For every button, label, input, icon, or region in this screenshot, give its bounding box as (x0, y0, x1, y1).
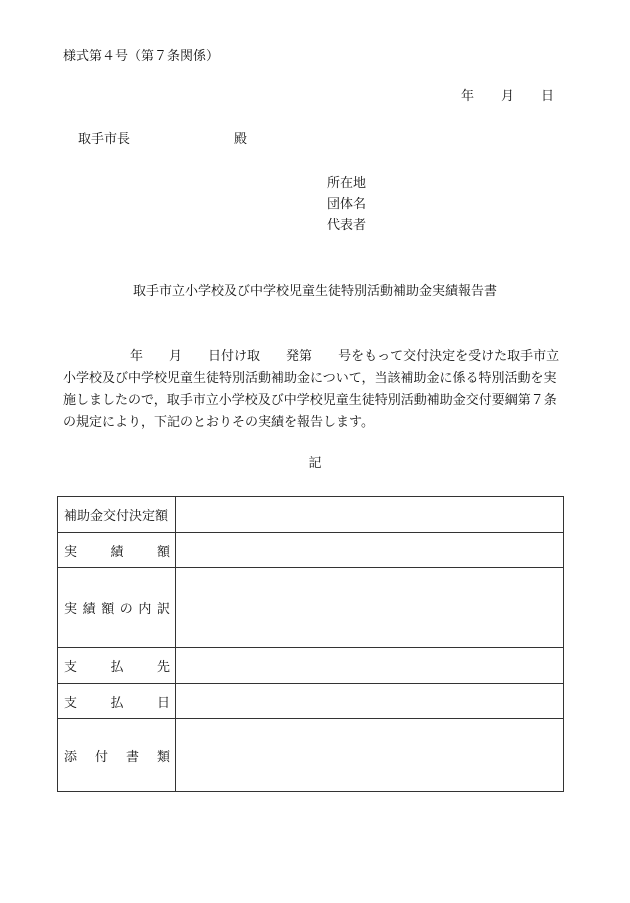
label-text (64, 746, 170, 765)
row-payee-label (58, 648, 176, 684)
label-char: 先 (156, 660, 170, 675)
row-payment-date-label (58, 684, 176, 719)
label-char: 額 (156, 544, 170, 560)
label-char: 払 (110, 660, 124, 675)
body-month: 月 (169, 349, 183, 364)
row-actual-amount-label (58, 533, 176, 568)
addressee-honorific: 殿 (234, 132, 248, 147)
label-char: 実 (64, 544, 78, 560)
label-text (64, 656, 170, 675)
applicant-address-label: 所在地 (327, 176, 367, 191)
label-char: 支 (64, 695, 78, 711)
label-char: 実 (64, 602, 78, 617)
label-text (64, 692, 170, 711)
label-char: 額 (101, 602, 115, 617)
body-line-4: の規定により，下記のとおりその実績を報告します。 (63, 415, 374, 430)
label-text (64, 541, 170, 560)
row-payment-date (58, 684, 564, 719)
row-payment-date-value[interactable] (176, 684, 564, 719)
record-table (57, 496, 564, 792)
row-decision-amount (58, 497, 564, 533)
addressee-name: 取手市長 (78, 132, 131, 147)
label-text (64, 598, 170, 617)
date-line (461, 90, 554, 103)
row-actual-breakdown-value[interactable] (176, 568, 564, 648)
label-char: 績 (110, 544, 124, 560)
body-line-1 (63, 346, 583, 368)
body-text (63, 346, 583, 434)
row-actual-breakdown-label (58, 568, 176, 648)
body-line-1-rest: 号をもって交付決定を受けた取手市立 (338, 349, 560, 364)
label-text (64, 505, 169, 524)
body-line-2: 小学校及び中学校児童生徒特別活動補助金について，当該補助金に係る特別活動を実 (63, 371, 557, 386)
document-title: 取手市立小学校及び中学校児童生徒特別活動補助金実績報告書 (132, 284, 497, 299)
row-attachments (58, 719, 564, 792)
label-char: 類 (156, 749, 170, 765)
label-char: 書 (125, 749, 139, 765)
row-payee (58, 648, 564, 684)
body-line-3: 施しましたので，取手市立小学校及び中学校児童生徒特別活動補助金交付要綱第７条 (63, 393, 557, 408)
row-attachments-label (58, 719, 176, 792)
row-attachments-value[interactable] (176, 719, 564, 792)
label-char: 払 (110, 695, 124, 711)
addressee (78, 133, 247, 146)
label-char: 績 (82, 602, 96, 617)
label-char: 補助金交付決定額 (64, 509, 169, 524)
label-char: 付 (94, 749, 108, 765)
body-year: 年 (130, 349, 144, 364)
label-char: の (119, 602, 133, 617)
body-issued: 発第 (286, 349, 313, 364)
label-char: 訳 (156, 602, 170, 617)
date-day-label: 日 (541, 89, 555, 104)
row-actual-amount-value[interactable] (176, 533, 564, 568)
ki-heading: 記 (308, 456, 322, 471)
row-actual-breakdown (58, 568, 564, 648)
applicant-representative-label: 代表者 (327, 218, 367, 233)
label-char: 日 (156, 695, 170, 711)
label-char: 添 (64, 749, 78, 765)
body-dated: 日付け取 (208, 349, 261, 364)
date-year-label: 年 (461, 89, 475, 104)
row-actual-amount (58, 533, 564, 568)
label-char: 支 (64, 660, 78, 675)
form-number: 様式第４号（第７条関係） (63, 49, 220, 64)
date-month-label: 月 (501, 89, 515, 104)
row-decision-amount-value[interactable] (176, 497, 564, 533)
row-decision-amount-label (58, 497, 176, 533)
row-payee-value[interactable] (176, 648, 564, 684)
label-char: 内 (138, 602, 152, 617)
applicant-group-label: 団体名 (327, 197, 367, 212)
